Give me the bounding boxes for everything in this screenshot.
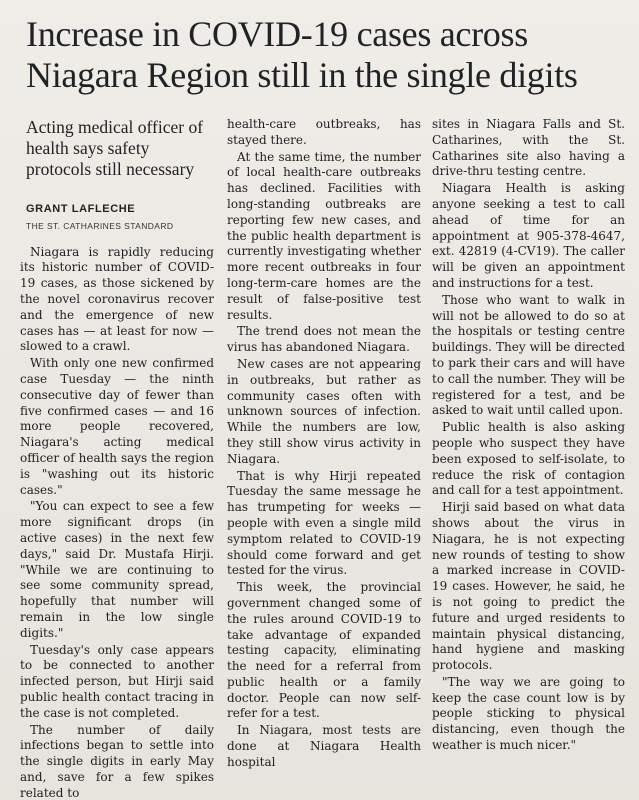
column-3 <box>432 117 625 755</box>
paragraph: Those who want to walk in will not be allowed to do so at the hospitals or testing centre buildings. They will be directed to park their cars and will have to call the number. They will be registered for a test, and be asked to wait until called upon. <box>432 292 625 418</box>
paragraph: The trend does not mean the virus has abandoned Niagara. <box>227 324 421 355</box>
paragraph: Public health is also asking people who suspect they have been exposed to self-isolate, to reduce the risk of contagion and call for a test appointment. <box>432 420 625 498</box>
paragraph: "The way we are going to keep the case count low is by people sticking to physical distancing, even though the weather is much nicer." <box>432 674 625 753</box>
paragraph: With only one new confirmed case Tuesday — the ninth consecutive day of fewer than five confirmed cases — and 16 more people recovered, Niagara's acting medical officer of health says the region is "washing out its historic cases." <box>20 356 214 497</box>
column-1 <box>20 117 214 800</box>
paragraph: New cases are not appearing in outbreaks, but rather as community cases often with unknown sources of infection. While the numbers are low, they still show virus activity in Niagara. <box>227 356 421 466</box>
byline-publication: THE ST. CATHARINES STANDARD <box>26 220 174 231</box>
paragraph: Niagara Health is asking anyone seeking a test to call ahead of time for an appointment at 905-378-4647, ext. 42819 (4-CV19). The caller will be given an appointment and instructions for a test. <box>432 181 625 290</box>
deck: Acting medical officer of health says safety protocols still necessary <box>26 117 204 179</box>
paragraph: At the same time, the number of local health-care outbreaks has declined. Facilities with long-standing outbreaks are reporting few new cases, and the public health department is currently investigating whether more recent outbreaks in four long-term-care homes are the result of false-positive test results. <box>227 149 421 322</box>
paragraph: In Niagara, most tests are done at Niagara Health hospital <box>227 723 421 769</box>
paragraph: health-care outbreaks, has stayed there. <box>227 117 421 147</box>
paragraph: Tuesday's only case appears to be connected to another infected person, but Hirji said public health contact tracing in the case is not completed. <box>20 642 214 720</box>
paragraph: "You can expect to see a few more significant drops (in active cases) in the next few days," said Dr. Mustafa Hirji. "While we are continuing to see some community spread, hopefully that number will remain in the low single digits." <box>20 499 214 640</box>
column-2 <box>227 117 421 772</box>
paragraph: The number of daily infections began to settle into the single digits in early May and, save for a few spikes related to <box>20 722 214 800</box>
headline: Increase in COVID-19 cases across Niagara Region still in the single digits <box>26 14 578 95</box>
paragraph: sites in Niagara Falls and St. Catharines, with the St. Catharines site also having a drive-thru testing centre. <box>432 117 625 179</box>
paragraph: This week, the provincial government changed some of the rules around COVID-19 to take advantage of expanded testing capacity, eliminating the need for a referral from public health or a family doctor. People can now self-refer for a test. <box>227 580 421 721</box>
paragraph: That is why Hirji repeated Tuesday the same message he has trumpeting for weeks — people with even a single mild symptom related to COVID-19 should come forward and get tested for the virus. <box>227 468 421 578</box>
byline-name: GRANT LAFLECHE <box>26 203 136 215</box>
paragraph: Niagara is rapidly reducing its historic number of COVID-19 cases, as those sickened by the novel coronavirus recover and the emergence of new cases has — at least for now — slowed to a crawl. <box>20 244 214 354</box>
paragraph: Hirji said based on what data shows about the virus in Niagara, he is not expecting new rounds of testing to show a marked increase in COVID-19 cases. However, he said, he is not going to predict the future and urged residents to maintain physical distancing, hand hygiene and masking protocols. <box>432 500 625 673</box>
